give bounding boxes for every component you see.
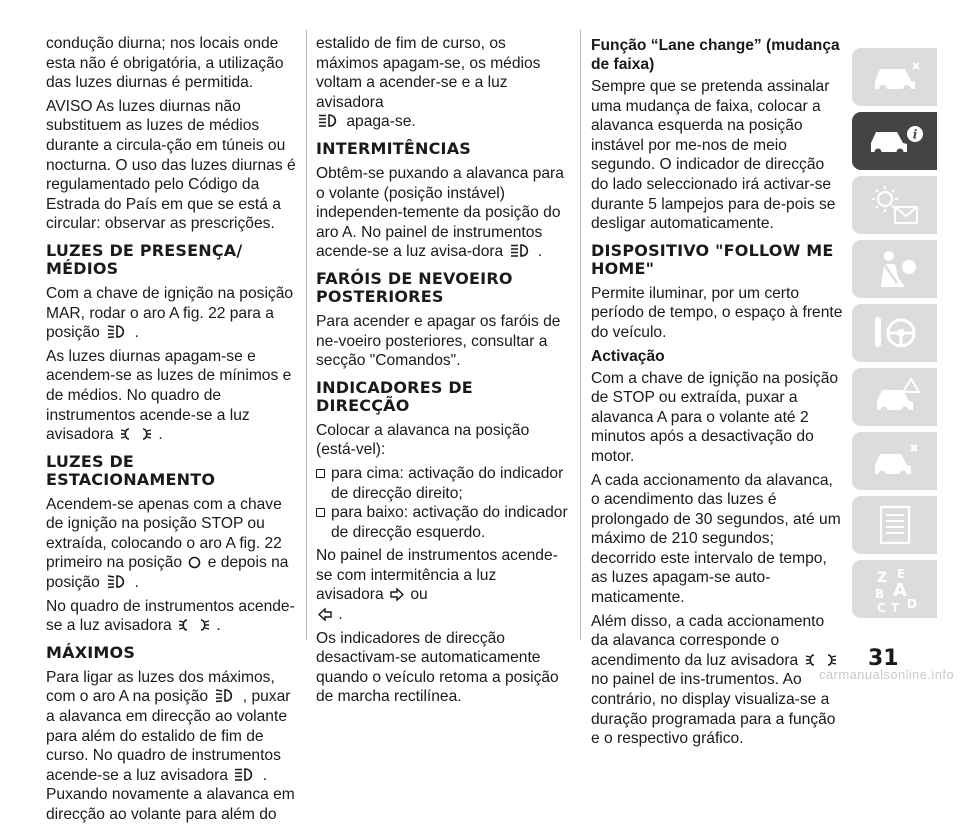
dipped-beam-icon (214, 688, 236, 703)
paragraph: Sempre que se pretenda assinalar uma mudança de faixa, colocar a alavanca esquerda na posição instável por me-nos de meio segundo. O indicador de direcção do lado seleccionado irá activar-se durante 5 lampejos para de-pois se desligar automaticamente. (591, 78, 836, 233)
car-icon (867, 57, 923, 97)
index-list-icon (867, 503, 923, 547)
paragraph: No painel de instrumentos acende-se com intermitência a luz avisadora ou . (316, 547, 558, 624)
car-info-icon (865, 121, 925, 161)
tab-warning-lights[interactable] (852, 176, 937, 234)
paragraph: As luzes diurnas apagam-se e acendem-se as luzes de mínimos e de médios. No quadro de instrumentos acende-se a luz avisadora . (46, 347, 292, 444)
tab-technical-data[interactable] (852, 496, 937, 554)
svg-text:T: T (890, 601, 899, 615)
heading-activacao: Activação (591, 347, 665, 365)
hazard-car-icon (867, 375, 923, 419)
position-lights-icon (120, 427, 152, 441)
column-right (591, 34, 843, 753)
tab-maintenance[interactable] (852, 432, 937, 490)
svg-text:A: A (892, 580, 907, 601)
tab-know-your-car[interactable] (852, 112, 937, 170)
position-lights-icon (805, 653, 837, 667)
paragraph: condução diurna; nos locais onde esta não é obrigatória, a utilização das luzes diurnas é permitida. (46, 35, 284, 92)
dipped-beam-icon (106, 574, 128, 589)
tab-safety[interactable] (852, 240, 937, 298)
svg-text:B: B (874, 587, 884, 601)
svg-text:C: C (876, 601, 886, 615)
tab-starting-driving[interactable] (852, 304, 937, 362)
list-item: para baixo: activação do indicador de direcção esquerdo. (316, 503, 568, 542)
heading-indicadores-direccao: INDICADORES DE DIRECÇÃO (316, 377, 473, 415)
column-left (46, 34, 298, 829)
column-middle (316, 34, 568, 711)
list-item: para cima: activação do indicador de direcção direito; (316, 464, 568, 503)
steering-key-icon (867, 311, 923, 355)
heading-maximos: MÁXIMOS (46, 642, 136, 662)
dipped-beam-icon (106, 324, 128, 339)
paragraph: Com a chave de ignição na posição de STOP ou extraída, puxar a alavanca A para o volante até 2 minutos após a desactivação do motor. (591, 369, 839, 465)
paragraph: AVISO As luzes diurnas não substituem as luzes de médios durante a circula-ção em túneis ou nocturna. O uso das luzes diurnas é regulamentado pelo Código da Estrada do País em que se está a circular: observar as prescrições. (46, 97, 296, 233)
off-position-icon (188, 556, 201, 569)
main-beam-icon (510, 243, 532, 258)
alphabetical-index-icon (867, 564, 923, 614)
svg-text:E: E (896, 567, 905, 581)
paragraph: No quadro de instrumentos acende-se a luz avisadora . (46, 597, 295, 635)
svg-text:D: D (906, 597, 917, 611)
seatbelt-airbag-icon (867, 247, 923, 291)
heading-farois-nevoeiro: FARÓIS DE NEVOEIRO POSTERIORES (316, 268, 513, 306)
warning-lights-icon (867, 183, 923, 227)
heading-luzes-presenca: LUZES DE PRESENÇA/ MÉDIOS (46, 240, 243, 278)
tab-index[interactable] (852, 560, 937, 618)
main-beam-icon (234, 767, 256, 782)
main-beam-icon (318, 113, 340, 128)
heading-follow-me-home: DISPOSITIVO "FOLLOW ME HOME" (591, 240, 834, 278)
paragraph: Além disso, a cada accionamento da alavanca corresponde o acendimento da luz avisadora no painel de ins-trumentos. Ao contrário, no display visualiza-se a duração programada para a função e o respectivo gráfico. (591, 612, 836, 748)
heading-intermitencias: INTERMITÊNCIAS (316, 138, 472, 158)
svg-text:i: i (912, 127, 917, 142)
heading-luzes-estacionamento: LUZES DE ESTACIONAMENTO (46, 451, 216, 489)
page-number: 31 (868, 646, 899, 671)
heading-lane-change: Função “Lane change” (mudança de faixa) (591, 37, 840, 73)
paragraph: estalido de fim de curso, os máximos apagam-se, os médios voltam a acender-se e a luz avisadora apaga-se. (316, 35, 541, 131)
paragraph: Permite iluminar, por um certo período de tempo, o espaço à frente do veículo. (591, 284, 843, 341)
tab-emergency[interactable] (852, 368, 937, 426)
paragraph: Acendem-se apenas com a chave de ignição na posição STOP ou extraída, colocando o aro A fig. 22 primeiro na posição e depois na posição . (46, 495, 289, 592)
turn-left-arrow-icon (318, 608, 332, 621)
paragraph: Os indicadores de direcção desactivam-se automaticamente quando o veículo retoma a posição de marcha rectilínea. (316, 629, 559, 706)
chapter-tabs (852, 48, 937, 624)
paragraph: Colocar a alavanca na posição (está-vel): (316, 421, 530, 459)
paragraph: Para acender e apagar os faróis de ne-voeiro posteriores, consultar a secção "Comandos". (316, 312, 561, 370)
turn-right-arrow-icon (390, 588, 404, 601)
svg-text:Z: Z (876, 570, 887, 586)
paragraph: A cada accionamento da alavanca, o acendimento das luzes é prolongado de 30 segundos, até um máximo de 210 segundos; decorrido este intervalo de tempo, as luzes apagam-se auto-maticamente. (591, 471, 841, 607)
paragraph: Obtêm-se puxando a alavanca para o volante (posição instável) independen-temente da posição do aro A. No painel de instrumentos acende-se a luz avisa-dora . (316, 164, 564, 261)
tab-vehicle-overview[interactable] (852, 48, 937, 106)
column-divider (306, 30, 307, 640)
position-lights-icon (178, 618, 210, 632)
bullet-box-icon (316, 469, 325, 478)
watermark: carmanualsonline.info (819, 667, 954, 682)
column-divider (580, 30, 581, 640)
paragraph: Com a chave de ignição na posição MAR, rodar o aro A fig. 22 para a posição . (46, 284, 294, 342)
paragraph: Para ligar as luzes dos máximos, com o aro A na posição , puxar a alavanca em direcção ao volante para além do estalido de fim de curso. No quadro de instrumentos acende-se a luz avisadora . Puxando novamente a alavanca em direcção ao volante para além do (46, 668, 295, 823)
tools-car-icon (867, 439, 923, 483)
bullet-box-icon (316, 508, 325, 517)
